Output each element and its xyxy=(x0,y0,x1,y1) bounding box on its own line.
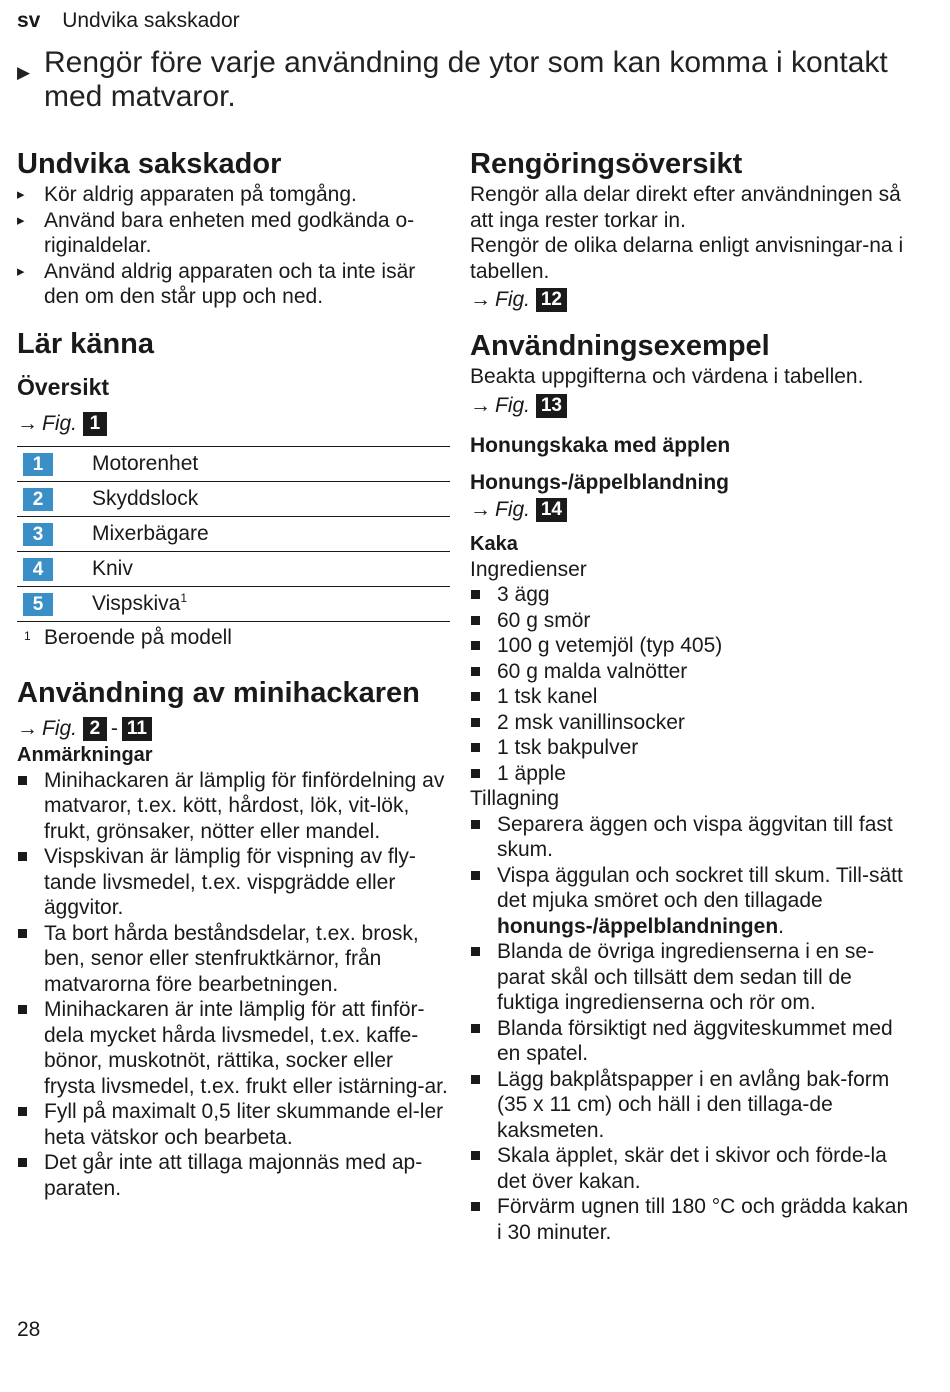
ingredients-label: Ingredienser xyxy=(470,557,587,581)
figure-badge: 12 xyxy=(536,288,567,312)
arrow-right-icon: → xyxy=(470,288,491,311)
list-item: Minihackaren är lämplig för finfördelning av matvaror, t.ex. kött, hårdost, lök, vit-lök, frukt, grönsaker, nötter eller mandel. xyxy=(17,768,450,845)
list-item: 60 g smör xyxy=(470,608,910,634)
ingredients-list xyxy=(470,582,910,786)
subsection-title-blandning: Honungs-/äppelblandning xyxy=(470,470,729,494)
list-item: Lägg bakplåtspapper i en avlång bak-form (35 x 11 cm) och häll i den tillaga-de kaksmeten. xyxy=(470,1067,910,1144)
table-row xyxy=(17,446,450,481)
bold-text: honungs-/äppelblandningen xyxy=(497,914,779,938)
list-item: Blanda försiktigt ned äggviteskummet med en spatel. xyxy=(470,1016,910,1067)
table-row xyxy=(17,516,450,551)
footnote xyxy=(17,625,450,651)
list-item-step-2: Vispa äggulan och sockret till skum. Till-sätt det mjuka smöret och den tillagade honungs-/äppelblandningen. xyxy=(470,863,910,940)
figure-badge: 13 xyxy=(536,394,567,418)
footnote-number: 1 xyxy=(24,628,31,643)
figure-badge: 1 xyxy=(83,412,107,436)
subsection-title-oversikt: Översikt xyxy=(17,373,110,400)
footnote-marker: 1 xyxy=(180,591,188,605)
figure-reference: → Fig. 12 xyxy=(470,286,910,314)
figure-badge: 14 xyxy=(536,498,567,522)
list-item: 2 msk vanillinsocker xyxy=(470,710,910,736)
list-item: Det går inte att tillaga majonnäs med ap-paraten. xyxy=(17,1150,450,1201)
figure-reference: → Fig. 13 xyxy=(470,392,910,420)
cake-title: Kaka xyxy=(470,532,518,555)
triangle-bullet-icon: ▶ xyxy=(17,63,31,82)
list-item: ▸ Använd aldrig apparaten och ta inte isär den om den står upp och ned. xyxy=(17,259,450,310)
table-row xyxy=(17,551,450,586)
list-item: Blanda de övriga ingredienserna i en se-parat skål och tillsätt dem sedan till de fuktiga ingredienserna och rör om. xyxy=(470,939,910,1016)
figure-badge: 11 xyxy=(122,717,152,741)
part-number: 1 xyxy=(23,453,53,476)
arrow-right-icon: → xyxy=(470,393,491,417)
subsection-title-honungskaka: Honungskaka med äpplen xyxy=(470,433,731,457)
part-label: Mixerbägare xyxy=(92,516,450,551)
left-column xyxy=(17,146,450,1201)
list-item: 3 ägg xyxy=(470,582,910,608)
list-item: Skala äpplet, skär det i skivor och förde-la det över kakan. xyxy=(470,1143,910,1194)
right-column xyxy=(470,146,910,1245)
footnote-text: Beroende på modell xyxy=(44,625,232,649)
notes-list xyxy=(17,768,450,1202)
part-label: Motorenhet xyxy=(92,446,450,481)
damage-list xyxy=(17,182,450,310)
section-title-anvandning: Användning av minihackaren xyxy=(17,676,420,709)
part-label: Kniv xyxy=(92,551,450,586)
arrow-right-icon: → xyxy=(17,411,38,435)
list-item: 60 g malda valnötter xyxy=(470,659,910,685)
list-item: 100 g vetemjöl (typ 405) xyxy=(470,633,910,659)
intro-text: Rengör före varje användning de ytor som kan komma i kontakt med matvaror. xyxy=(44,46,888,113)
table-row xyxy=(17,481,450,516)
section-title-rengoring: Rengöringsöversikt xyxy=(470,148,743,180)
paragraph: Rengör de olika delarna enligt anvisningar-na i tabellen. xyxy=(470,234,904,283)
list-item: 1 tsk kanel xyxy=(470,684,910,710)
section-title-anvandningsexempel: Användningsexempel xyxy=(470,330,770,362)
list-item: Ta bort hårda beståndsdelar, t.ex. brosk, ben, senor eller stenfruktkärnor, från matvarorna före bearbetningen. xyxy=(17,921,450,998)
page-number: 28 xyxy=(17,1318,41,1341)
list-item: Minihackaren är inte lämplig för att finför-dela mycket hårda livsmedel, t.ex. kaffe-bönor, muskotnöt, rättika, socker eller frysta livsmedel, t.ex. frukt eller istärning-ar. xyxy=(17,997,450,1099)
table-row xyxy=(17,586,450,621)
list-item: ▸ Använd bara enheten med godkända o-riginaldelar. xyxy=(17,208,450,259)
header-title: Undvika sakskador xyxy=(62,9,240,32)
intro-instruction xyxy=(17,46,917,114)
part-number: 2 xyxy=(23,488,53,511)
part-number: 5 xyxy=(23,593,53,616)
paragraph: Rengör alla delar direkt efter användningen så att inga rester torkar in. xyxy=(470,183,901,232)
figure-badge: 2 xyxy=(83,717,107,741)
paragraph: Beakta uppgifterna och värdena i tabellen. xyxy=(470,365,864,388)
part-label-cell xyxy=(92,586,450,621)
part-number: 4 xyxy=(23,558,53,581)
notes-title: Anmärkningar xyxy=(17,743,153,766)
list-item: Fyll på maximalt 0,5 liter skummande el-ler heta vätskor och bearbeta. xyxy=(17,1099,450,1150)
list-item: 1 äpple xyxy=(470,761,910,787)
list-item: Förvärm ugnen till 180 °C och grädda kakan i 30 minuter. xyxy=(470,1194,910,1245)
language-code: sv xyxy=(17,9,41,32)
steps-list xyxy=(470,812,910,1246)
figure-reference: → Fig. 2 - 11 xyxy=(17,715,450,743)
parts-table xyxy=(17,446,450,622)
part-label: Vispskiva xyxy=(92,592,181,615)
list-item: 1 tsk bakpulver xyxy=(470,735,910,761)
part-label: Skyddslock xyxy=(92,481,450,516)
page-header xyxy=(17,9,240,33)
section-title-lar-kanna: Lär känna xyxy=(17,327,154,360)
list-item: Vispskivan är lämplig för vispning av fly-tande livsmedel, t.ex. vispgrädde eller äggvitor. xyxy=(17,844,450,921)
figure-reference: → Fig. 1 xyxy=(17,410,450,438)
section-title-undvika-sakskador: Undvika sakskador xyxy=(17,148,282,180)
arrow-right-icon: → xyxy=(17,716,38,740)
figure-reference: → Fig. 14 xyxy=(470,496,910,524)
arrow-right-icon: → xyxy=(470,497,491,521)
part-number: 3 xyxy=(23,523,53,546)
list-item: ▸ Kör aldrig apparaten på tomgång. xyxy=(17,182,450,208)
preparation-label: Tillagning xyxy=(470,787,560,810)
list-item: Separera äggen och vispa äggvitan till fast skum. xyxy=(470,812,910,863)
